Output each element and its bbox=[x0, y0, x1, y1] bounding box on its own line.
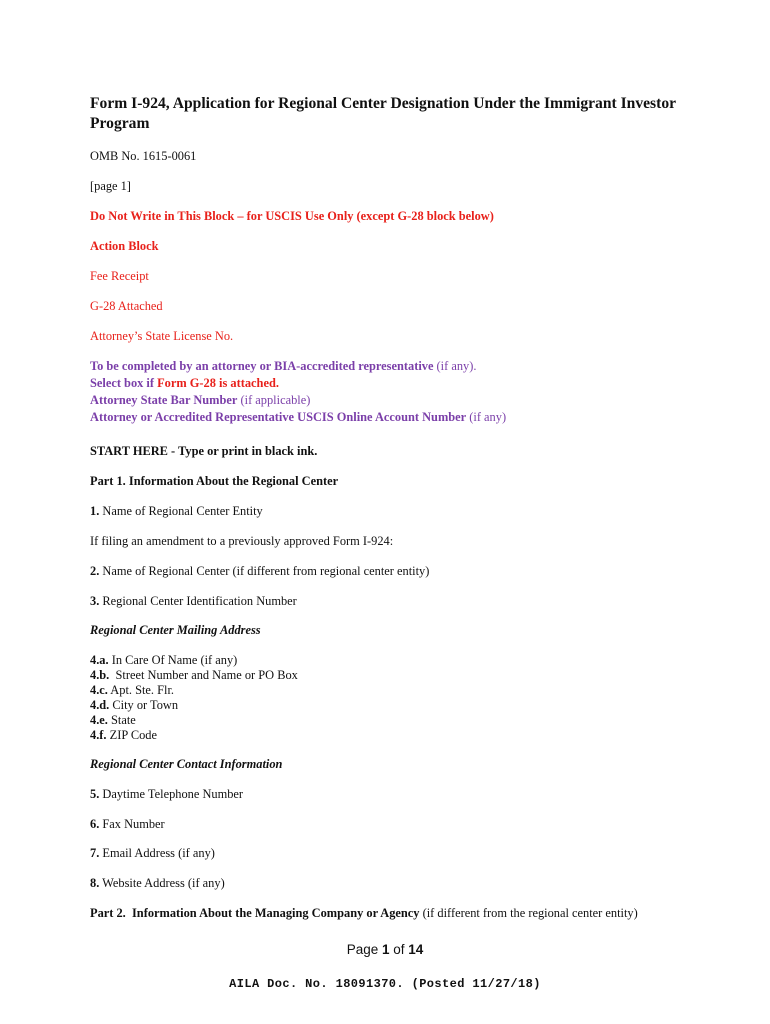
question-5 bbox=[90, 787, 243, 802]
address-item-number: 4.e. bbox=[90, 713, 108, 727]
address-item-4b bbox=[90, 668, 298, 683]
question-3-number: 3. bbox=[90, 594, 100, 608]
page-marker: [page 1] bbox=[90, 179, 131, 193]
part2-heading: Part 2. Information About the Managing Company or Agency bbox=[90, 906, 420, 920]
address-item-text: ZIP Code bbox=[106, 728, 158, 742]
part2-note: (if different from the regional center entity) bbox=[419, 906, 638, 920]
question-6-number: 6. bbox=[90, 817, 100, 831]
question-2-text: Name of Regional Center (if different from regional center entity) bbox=[99, 564, 430, 578]
page-number-of: of bbox=[389, 942, 409, 957]
g28-select-prefix: Select box if bbox=[90, 376, 158, 390]
form-title: Form I-924, Application for Regional Center Designation Under the Immigrant Investor Program bbox=[90, 95, 676, 132]
question-8-text: Website Address (if any) bbox=[99, 876, 225, 890]
question-7-text: Email Address (if any) bbox=[99, 846, 215, 860]
address-item-number: 4.a. bbox=[90, 653, 109, 667]
question-5-number: 5. bbox=[90, 787, 100, 801]
state-bar-note: (if applicable) bbox=[237, 393, 311, 407]
address-item-text: In Care Of Name (if any) bbox=[108, 653, 238, 667]
address-item-text: Apt. Ste. Flr. bbox=[107, 683, 174, 697]
uscis-use-only-heading: Do Not Write in This Block – for USCIS Use Only (except G-28 block below) bbox=[90, 209, 494, 223]
address-item-number: 4.b. bbox=[90, 668, 110, 682]
question-2-number: 2. bbox=[90, 564, 100, 578]
state-bar-line bbox=[90, 393, 310, 408]
start-here: START HERE - Type or print in black ink. bbox=[90, 444, 318, 458]
action-block-label: Action Block bbox=[90, 239, 159, 253]
question-7-number: 7. bbox=[90, 846, 100, 860]
question-1-text: Name of Regional Center Entity bbox=[99, 504, 263, 518]
state-bar-label: Attorney State Bar Number bbox=[90, 393, 238, 407]
question-1-number: 1. bbox=[90, 504, 100, 518]
attorney-block-intro bbox=[90, 359, 476, 374]
address-item-4a bbox=[90, 653, 237, 668]
question-8 bbox=[90, 876, 225, 891]
question-2 bbox=[90, 564, 429, 579]
address-item-4f bbox=[90, 728, 157, 743]
address-item-text: Street Number and Name or PO Box bbox=[109, 668, 298, 682]
page-number-current: 1 bbox=[381, 942, 390, 957]
question-1 bbox=[90, 504, 263, 519]
address-item-text: State bbox=[107, 713, 136, 727]
online-account-label: Attorney or Accredited Representative USCIS Online Account Number bbox=[90, 410, 467, 424]
aila-doc-number: AILA Doc. No. 18091370. (Posted 11/27/18) bbox=[229, 977, 541, 991]
address-item-number: 4.f. bbox=[90, 728, 107, 742]
contact-info-heading: Regional Center Contact Information bbox=[90, 757, 283, 771]
amendment-note: If filing an amendment to a previously approved Form I-924: bbox=[90, 534, 394, 548]
page-number bbox=[0, 942, 770, 957]
address-item-4d bbox=[90, 698, 178, 713]
question-5-text: Daytime Telephone Number bbox=[99, 787, 244, 801]
question-7 bbox=[90, 846, 215, 861]
question-6-text: Fax Number bbox=[99, 817, 165, 831]
online-account-note: (if any) bbox=[466, 410, 507, 424]
question-3-text: Regional Center Identification Number bbox=[99, 594, 297, 608]
g28-select-line bbox=[90, 376, 279, 391]
question-8-number: 8. bbox=[90, 876, 100, 890]
online-account-line bbox=[90, 410, 506, 425]
g28-attached-label: G-28 Attached bbox=[90, 299, 163, 313]
page-number-total: 14 bbox=[408, 942, 424, 957]
question-3 bbox=[90, 594, 297, 609]
address-item-4e bbox=[90, 713, 136, 728]
attorney-license-label: Attorney’s State License No. bbox=[90, 329, 234, 343]
part2-heading-line bbox=[90, 906, 638, 921]
attorney-block-intro-bold: To be completed by an attorney or BIA-accredited representative bbox=[90, 359, 434, 373]
attorney-block-intro-rest: (if any). bbox=[433, 359, 477, 373]
g28-select-red: Form G-28 is attached. bbox=[157, 376, 279, 390]
part1-heading: Part 1. Information About the Regional Center bbox=[90, 474, 339, 488]
omb-number: OMB No. 1615-0061 bbox=[90, 149, 197, 163]
address-item-number: 4.d. bbox=[90, 698, 110, 712]
mailing-address-heading: Regional Center Mailing Address bbox=[90, 623, 261, 637]
address-item-text: City or Town bbox=[109, 698, 179, 712]
fee-receipt-label: Fee Receipt bbox=[90, 269, 149, 283]
page-number-prefix: Page bbox=[346, 942, 382, 957]
question-6 bbox=[90, 817, 165, 832]
address-item-4c bbox=[90, 683, 174, 698]
address-item-number: 4.c. bbox=[90, 683, 108, 697]
